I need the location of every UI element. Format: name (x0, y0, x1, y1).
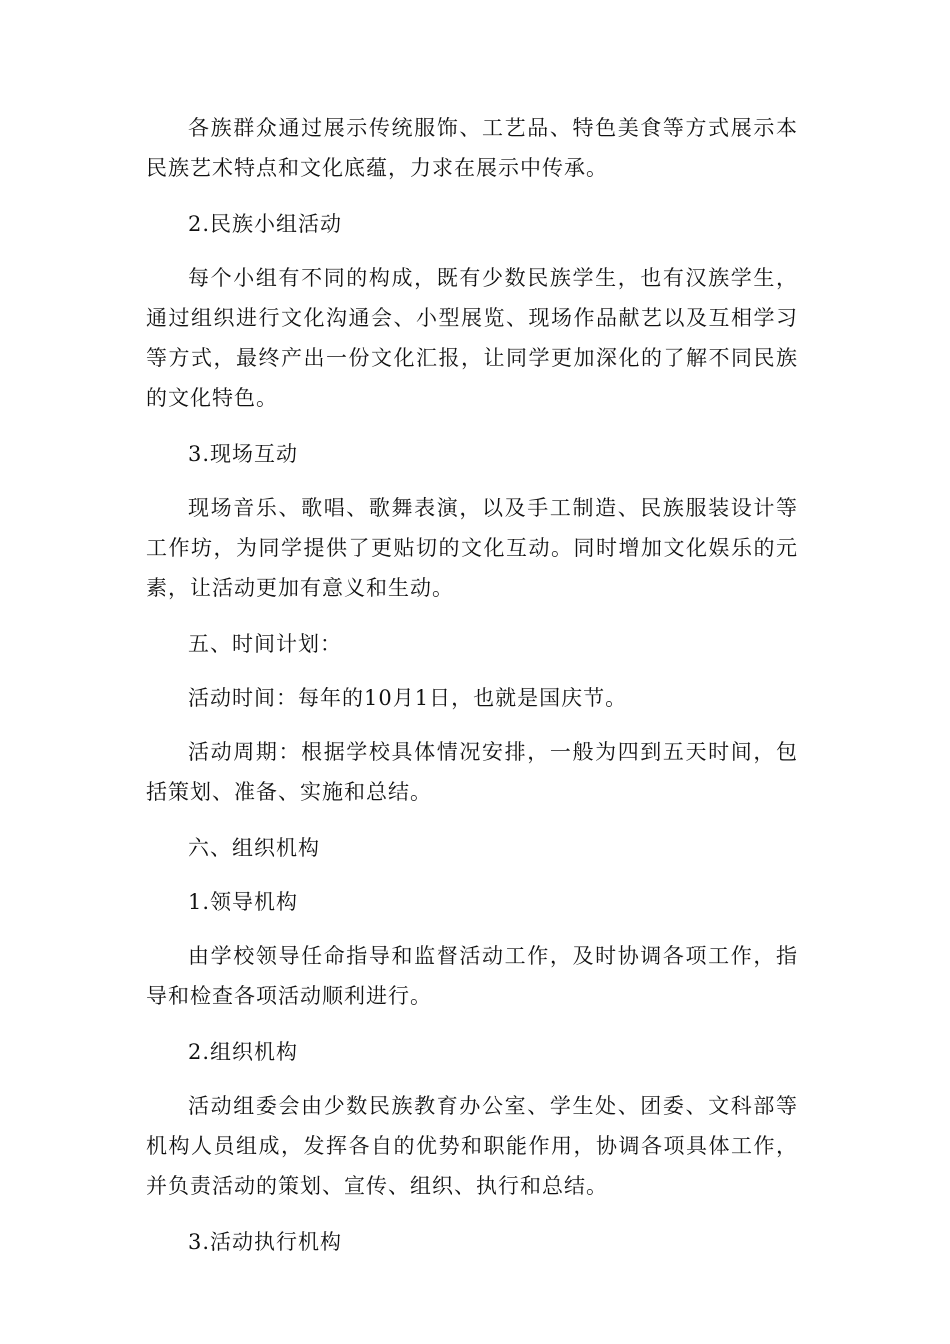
heading-ethnic-group-activity: 2.民族小组活动 (188, 212, 343, 236)
document-body (146, 108, 798, 1262)
paragraph-onsite-interaction: 现场音乐、歌唱、歌舞表演，以及手工制造、民族服装设计等工作坊，为同学提供了更贴切的文化互动。同时增加文化娱乐的元素，让活动更加有意义和生动。 (146, 496, 798, 600)
paragraph-activity-time: 活动时间：每年的10月1日，也就是国庆节。 (188, 686, 628, 710)
heading-organizing-body: 2.组织机构 (188, 1040, 299, 1064)
heading-onsite-interaction: 3.现场互动 (188, 442, 299, 466)
paragraph-activity-period: 活动周期：根据学校具体情况安排，一般为四到五天时间，包括策划、准备、实施和总结。 (146, 740, 798, 804)
paragraph-group-activity: 每个小组有不同的构成，既有少数民族学生，也有汉族学生，通过组织进行文化沟通会、小型展览、现场作品献艺以及互相学习等方式，最终产出一份文化汇报，让同学更加深化的了解不同民族的文化特色。 (146, 266, 798, 410)
paragraph-exhibition: 各族群众通过展示传统服饰、工艺品、特色美食等方式展示本民族艺术特点和文化底蕴，力求在展示中传承。 (146, 116, 798, 180)
heading-leadership: 1.领导机构 (188, 890, 299, 914)
heading-time-plan: 五、时间计划： (188, 632, 342, 656)
paragraph-organizing-body: 活动组委会由少数民族教育办公室、学生处、团委、文科部等机构人员组成，发挥各自的优势和职能作用，协调各项具体工作，并负责活动的策划、宣传、组织、执行和总结。 (146, 1094, 798, 1198)
heading-organization: 六、组织机构 (188, 836, 320, 860)
paragraph-leadership: 由学校领导任命指导和监督活动工作，及时协调各项工作，指导和检查各项活动顺利进行。 (146, 944, 798, 1008)
heading-execution-body: 3.活动执行机构 (188, 1230, 343, 1254)
